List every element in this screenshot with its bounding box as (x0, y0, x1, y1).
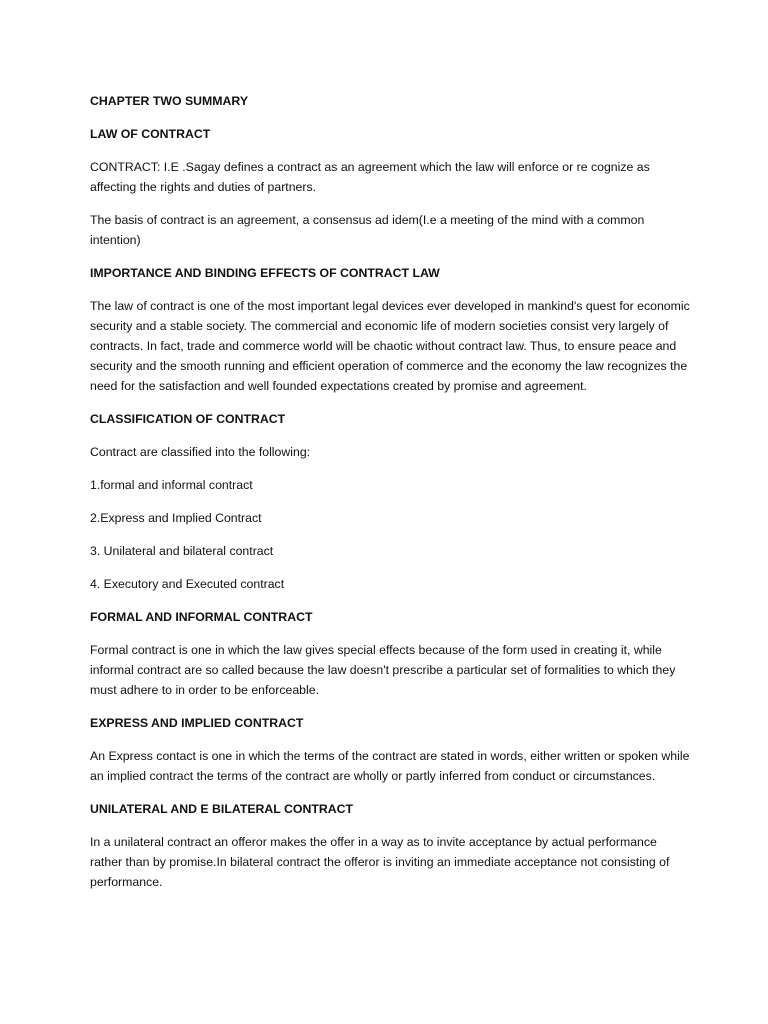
classification-item: 4. Executory and Executed contract (90, 577, 285, 591)
unilateral-bilateral-paragraph: In a unilateral contract an offeror makes the offer in a way as to invite acceptance by actual performance rather than by promise.In bilateral contract the offeror is inviting an immediate acceptance not consisting of performance. (90, 835, 670, 889)
basis-paragraph: The basis of contract is an agreement, a consensus ad idem(I.e a meeting of the mind with a common intention) (90, 213, 645, 247)
classification-intro: Contract are classified into the following: (90, 445, 311, 459)
classification-item: 3. Unilateral and bilateral contract (90, 544, 274, 558)
importance-paragraph: The law of contract is one of the most important legal devices ever developed in mankind's quest for economic security and a stable society. The commercial and economic life of modern societies consist very largely of contracts. In fact, trade and commerce world will be chaotic without contract law. Thus, to ensure peace and security and the smooth running and efficient operation of commerce and the economy the law recognizes the need for the satisfaction and well founded expectations created by promise and agreement. (90, 299, 690, 393)
formal-informal-heading: FORMAL AND INFORMAL CONTRACT (90, 610, 313, 624)
document-page (90, 91, 690, 905)
classification-item: 1.formal and informal contract (90, 478, 253, 492)
classification-heading: CLASSIFICATION OF CONTRACT (90, 412, 286, 426)
formal-informal-paragraph: Formal contract is one in which the law gives special effects because of the form used in creating it, while informal contract are so called because the law doesn't prescribe a particular set of formalities to which they must adhere to in order to be enforceable. (90, 643, 676, 697)
express-implied-heading: EXPRESS AND IMPLIED CONTRACT (90, 716, 304, 730)
importance-heading: IMPORTANCE AND BINDING EFFECTS OF CONTRACT LAW (90, 266, 440, 280)
definition-paragraph: CONTRACT: I.E .Sagay defines a contract as an agreement which the law will enforce or re cognize as affecting the rights and duties of partners. (90, 160, 650, 194)
classification-item: 2.Express and Implied Contract (90, 511, 262, 525)
chapter-title: CHAPTER TWO SUMMARY (90, 94, 249, 108)
section-title: LAW OF CONTRACT (90, 127, 211, 141)
unilateral-bilateral-heading: UNILATERAL AND E BILATERAL CONTRACT (90, 802, 354, 816)
express-implied-paragraph: An Express contact is one in which the terms of the contract are stated in words, either written or spoken while an implied contract the terms of the contract are wholly or partly inferred from conduct or circumstances. (90, 749, 690, 783)
